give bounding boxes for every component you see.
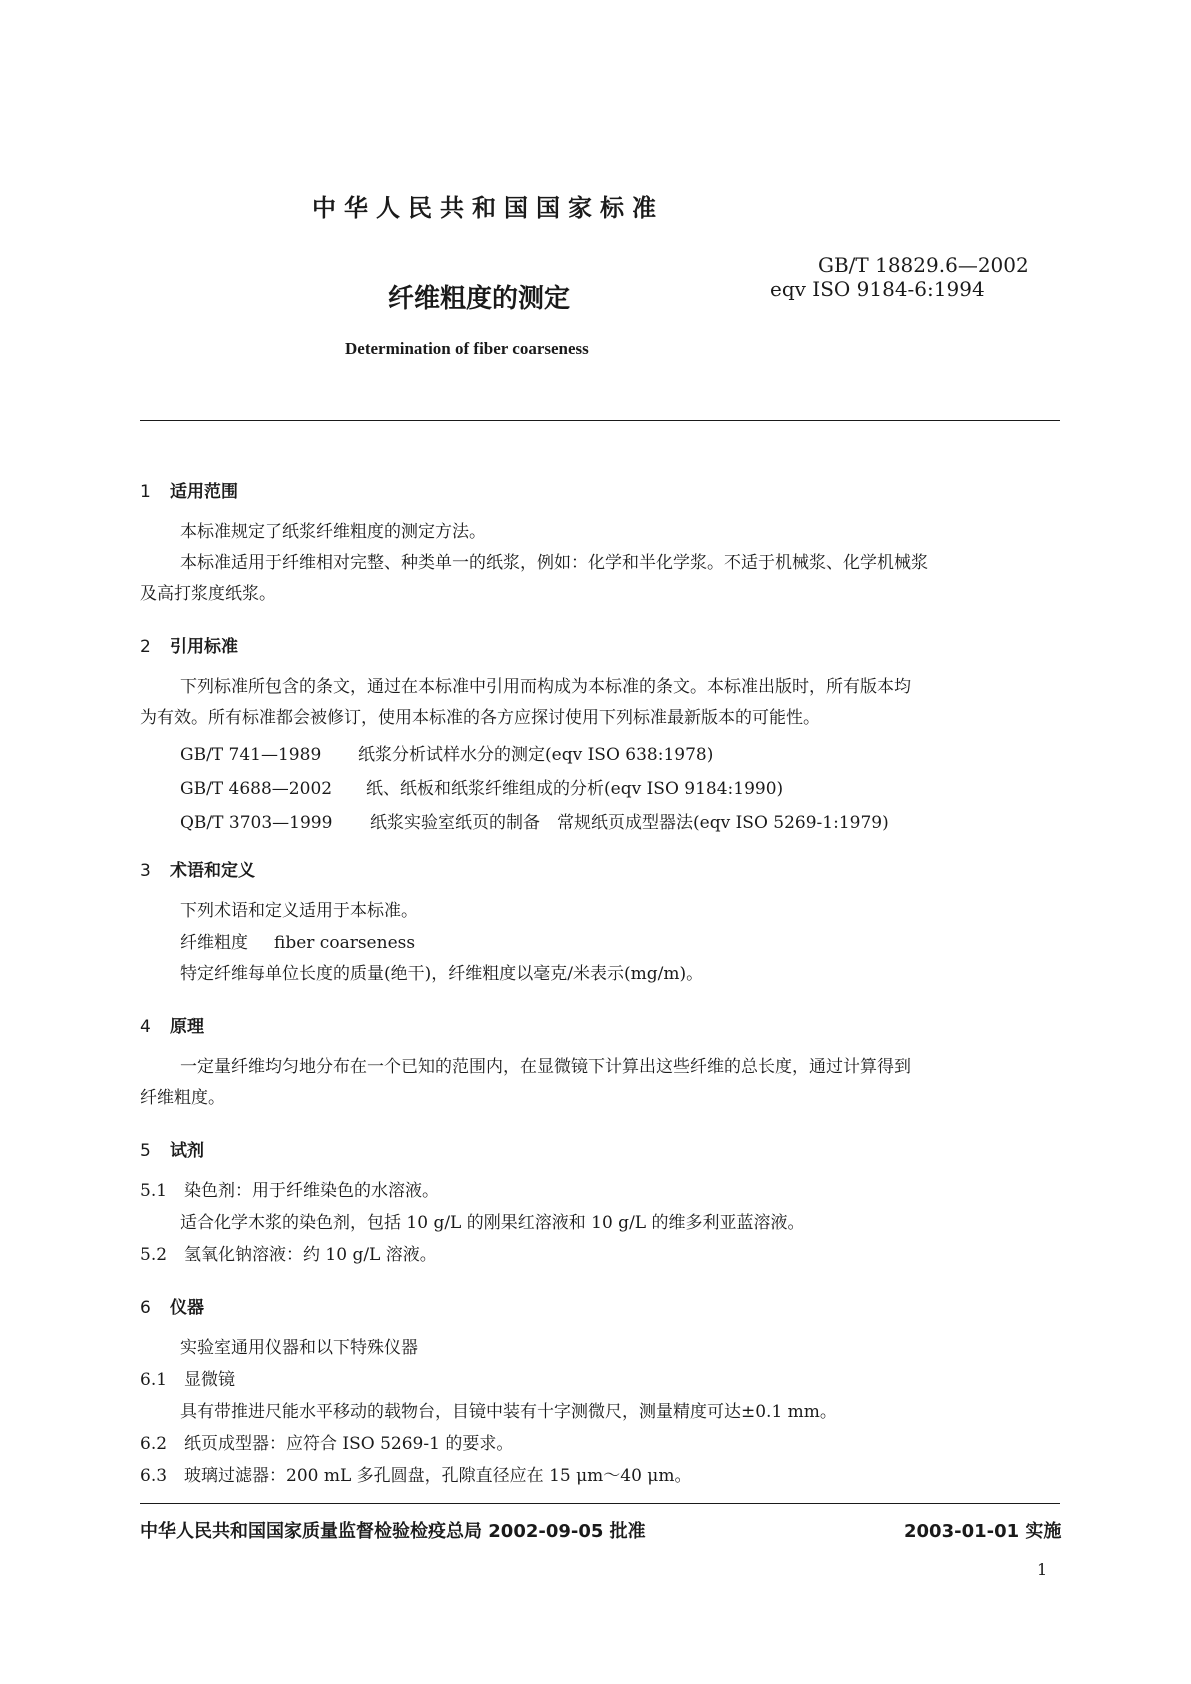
standard-name: 中华人民共和国国家标准 <box>312 194 664 222</box>
paragraph: 下列标准所包含的条文，通过在本标准中引用而构成为本标准的条文。本标准出版时，所有版本均 <box>180 677 911 697</box>
clause-5-2 <box>140 1245 437 1265</box>
effective-date: 2003-01-01 实施 <box>904 1521 1062 1542</box>
clause-text: 玻璃过滤器：200 mL 多孔圆盘，孔隙直径应在 15 μm～40 μm。 <box>184 1466 692 1486</box>
section-title: 仪器 <box>170 1298 204 1318</box>
clause-text: 染色剂：用于纤维染色的水溶液。 <box>184 1181 439 1201</box>
reference-title: 纸、纸板和纸浆纤维组成的分析(eqv ISO 9184:1990) <box>366 779 784 799</box>
paragraph: 具有带推进尺能水平移动的载物台，目镜中装有十字测微尺，测量精度可达±0.1 mm。 <box>180 1402 837 1422</box>
clause-number: 6.1 <box>140 1370 168 1390</box>
paragraph: 本标准适用于纤维相对完整、种类单一的纸浆，例如：化学和半化学浆。不适于机械浆、化学机械浆 <box>180 553 928 573</box>
reference-item <box>180 774 783 799</box>
paragraph: 一定量纤维均匀地分布在一个已知的范围内，在显微镜下计算出这些纤维的总长度，通过计算得到 <box>180 1057 911 1077</box>
term-english: fiber coarseness <box>274 933 416 953</box>
reference-item <box>180 808 889 833</box>
clause-text: 纸页成型器：应符合 ISO 5269-1 的要求。 <box>184 1434 514 1454</box>
paragraph: 实验室通用仪器和以下特殊仪器 <box>180 1338 418 1358</box>
section-title: 适用范围 <box>170 482 238 502</box>
clause-6-2 <box>140 1434 513 1454</box>
reference-title: 纸浆实验室纸页的制备 常规纸页成型器法(eqv ISO 5269-1:1979) <box>370 813 889 833</box>
section-title: 试剂 <box>170 1141 204 1161</box>
reference-code: QB/T 3703—1999 <box>180 813 333 833</box>
clause-6-1 <box>140 1370 235 1390</box>
clause-number: 5.1 <box>140 1181 168 1201</box>
section-number: 1 <box>140 482 151 502</box>
footer-divider <box>140 1503 1060 1504</box>
reference-title: 纸浆分析试样水分的测定(eqv ISO 638:1978) <box>358 745 714 765</box>
section-number: 3 <box>140 861 151 881</box>
clause-number: 6.3 <box>140 1466 168 1486</box>
section-number: 6 <box>140 1298 151 1318</box>
clause-number: 6.2 <box>140 1434 168 1454</box>
section-title: 原理 <box>170 1017 204 1037</box>
title-chinese: 纤维粗度的测定 <box>388 284 571 314</box>
paragraph: 下列术语和定义适用于本标准。 <box>180 901 418 921</box>
paragraph: 为有效。所有标准都会被修订，使用本标准的各方应探讨使用下列标准最新版本的可能性。 <box>140 708 820 728</box>
section-number: 4 <box>140 1017 151 1037</box>
clause-number: 5.2 <box>140 1245 168 1265</box>
section-6-heading <box>140 1293 204 1318</box>
paragraph: 适合化学木浆的染色剂，包括 10 g/L 的刚果红溶液和 10 g/L 的维多利亚蓝溶液。 <box>180 1213 805 1233</box>
approval-line: 中华人民共和国国家质量监督检验检疫总局 2002-09-05 批准 <box>140 1521 646 1542</box>
term-entry <box>180 933 415 953</box>
section-number: 5 <box>140 1141 151 1161</box>
section-3-heading <box>140 856 255 881</box>
reference-code: GB/T 741—1989 <box>180 745 322 765</box>
clause-6-3 <box>140 1466 691 1486</box>
reference-item <box>180 740 713 765</box>
term-definition: 特定纤维每单位长度的质量(绝干)，纤维粗度以毫克/米表示(mg/m)。 <box>180 964 704 984</box>
paragraph: 及高打浆度纸浆。 <box>140 584 276 604</box>
equivalent-code: eqv ISO 9184-6:1994 <box>770 277 985 301</box>
clause-text: 显微镜 <box>184 1370 235 1390</box>
clause-text: 氢氧化钠溶液：约 10 g/L 溶液。 <box>184 1245 437 1265</box>
term-chinese: 纤维粗度 <box>180 933 248 953</box>
reference-code: GB/T 4688—2002 <box>180 779 333 799</box>
section-1-heading <box>140 477 238 502</box>
section-2-heading <box>140 632 238 657</box>
section-4-heading <box>140 1012 204 1037</box>
section-5-heading <box>140 1136 204 1161</box>
section-number: 2 <box>140 637 151 657</box>
page-number: 1 <box>1037 1560 1048 1579</box>
standard-code: GB/T 18829.6—2002 <box>818 253 1029 277</box>
section-title: 引用标准 <box>170 637 238 657</box>
title-english: Determination of fiber coarseness <box>345 339 589 358</box>
paragraph: 本标准规定了纸浆纤维粗度的测定方法。 <box>180 522 486 542</box>
paragraph: 纤维粗度。 <box>140 1088 225 1108</box>
header-divider <box>140 420 1060 421</box>
section-title: 术语和定义 <box>170 861 255 881</box>
clause-5-1 <box>140 1181 439 1201</box>
